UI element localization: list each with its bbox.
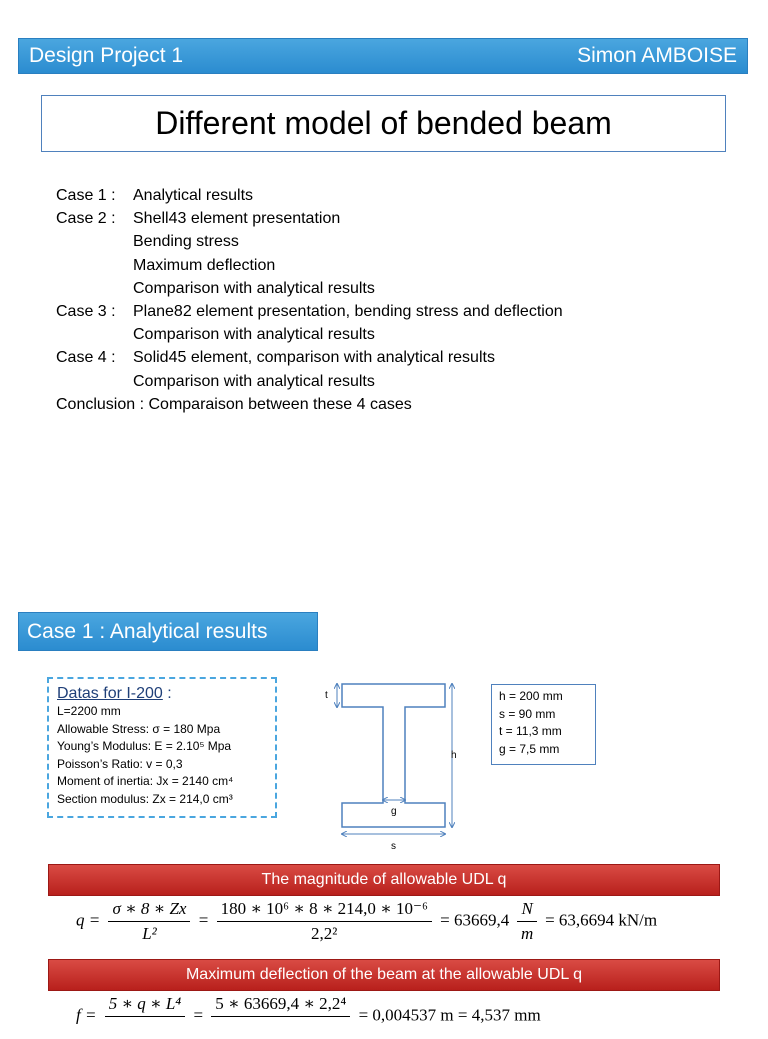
datas-poisson: Poisson’s Ratio: v = 0,3 <box>57 756 183 771</box>
udl-formula: q = $\frac{\sigma ∗ 8 ∗ Zx}{\text{L²}}$ = $\frac{\text{180 ∗ 10⁶ ∗ 8 ∗ 214,0 ∗ 10⁻⁶}}{\text{2,2²}}$ = 63669,4 $\frac{N}{m}$ = 63,6694 kN/m <box>76 899 658 943</box>
header-bar <box>18 38 748 74</box>
g-label: g <box>391 806 397 817</box>
toc-item: Case 2 : Shell43 element presentation <box>56 210 341 228</box>
dim-g: g = 7,5 mm <box>499 741 560 756</box>
udl-unit-fraction: $\frac{N}{m}$ <box>517 899 536 944</box>
datas-title: Datas for I-200 : <box>57 685 172 702</box>
author-name: Simon AMBOISE <box>577 44 737 67</box>
page-title: Different model of bended beam <box>41 95 726 152</box>
deflection-formula: f = 5 ∗ q ∗ L⁴ = 5 ∗ 63669,4 ∗ 2,2⁴ = 0,004537 m = 4,537 mm <box>76 994 541 1039</box>
dim-t: t = 11,3 mm <box>499 724 562 738</box>
toc-item: Case 3 : Plane82 element presentation, bending stress and deflection <box>56 303 563 321</box>
project-title: Design Project 1 <box>29 44 184 67</box>
toc-item: Bending stress <box>133 233 239 251</box>
datas-length: L=2200 mm <box>57 704 121 718</box>
datas-box <box>47 677 277 818</box>
dimensions-box <box>491 684 596 765</box>
udl-fraction-2: $\frac{\text{180 ∗ 10⁶ ∗ 8 ∗ 214,0 ∗ 10⁻⁶}}{\text{2,2²}}$ <box>217 899 432 944</box>
dim-s: s = 90 mm <box>499 706 556 721</box>
table-of-contents <box>56 184 563 416</box>
deflection-fraction-2: 5 ∗ 63669,4 ∗ 2,2⁴ <box>211 994 350 1039</box>
t-label: t <box>325 690 328 701</box>
toc-item: Comparison with analytical results <box>133 279 375 297</box>
dim-h: h = 200 mm <box>499 689 563 703</box>
datas-inertia: Moment of inertia: Jx = 2140 cm⁴ <box>57 774 234 789</box>
datas-modulus: Section modulus: Zx = 214,0 cm³ <box>57 791 233 806</box>
udl-fraction-1: $\frac{\sigma ∗ 8 ∗ Zx}{\text{L²}}$ <box>108 899 190 944</box>
deflection-fraction-1: 5 ∗ q ∗ L⁴ <box>105 994 185 1039</box>
s-label: s <box>391 841 396 852</box>
case1-heading: Case 1 : Analytical results <box>18 612 318 651</box>
toc-item: Case 4 : Solid45 element, comparison with analytical results <box>56 349 495 367</box>
toc-item: Case 1 : Analytical results <box>56 187 254 204</box>
toc-item: Comparison with analytical results <box>133 372 375 390</box>
deflection-heading: Maximum deflection of the beam at the allowable UDL q <box>48 959 720 991</box>
udl-heading: The magnitude of allowable UDL q <box>48 864 720 896</box>
h-label: h <box>451 750 457 761</box>
datas-young: Young’s Modulus: E = 2.10⁵ Mpa <box>57 739 232 754</box>
toc-item: Comparison with analytical results <box>133 326 375 344</box>
toc-item: Maximum deflection <box>133 256 276 274</box>
i-beam-diagram <box>320 676 470 856</box>
toc-conclusion: Conclusion : Comparaison between these 4 cases <box>56 395 412 413</box>
datas-stress: Allowable Stress: σ = 180 Mpa <box>57 721 221 736</box>
